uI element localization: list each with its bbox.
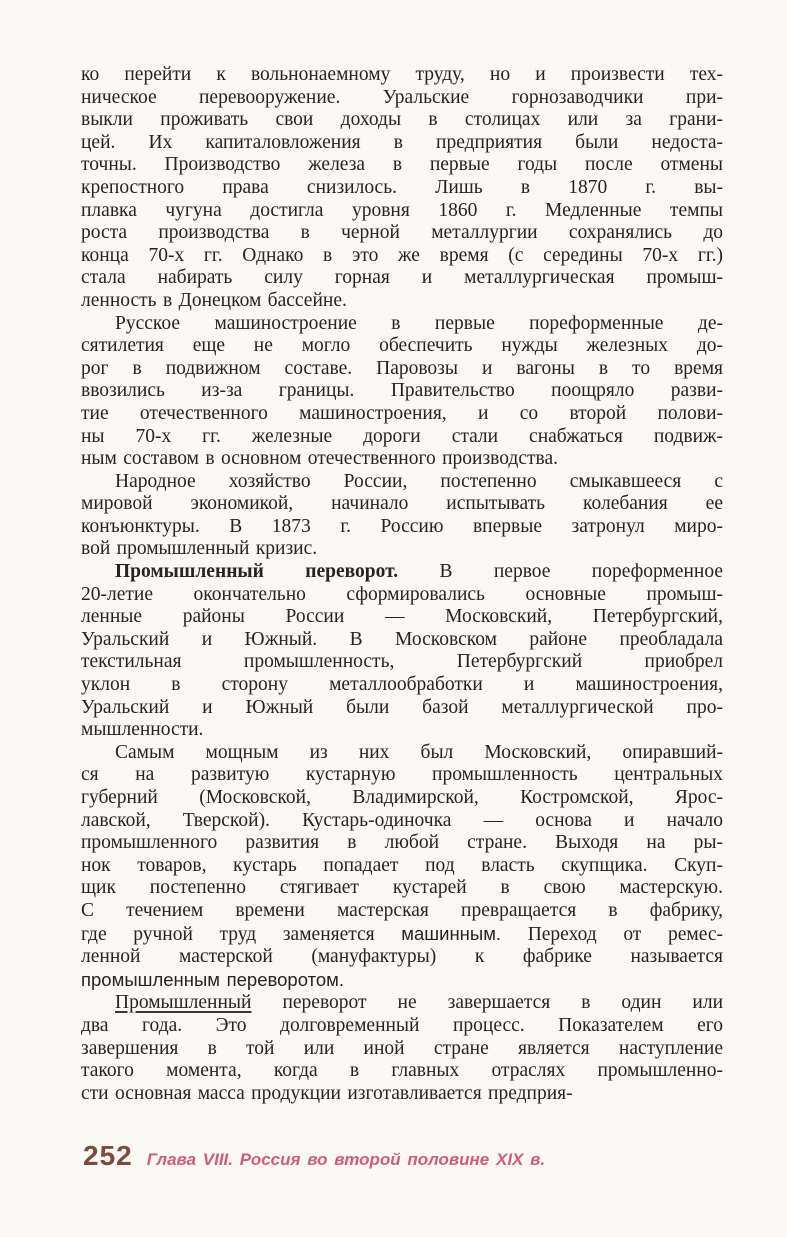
text-segment: роста производства в черной металлургии сохранялись до: [81, 222, 723, 244]
text-line: [81, 719, 723, 742]
text-line: [81, 516, 723, 539]
text-line: [81, 1083, 723, 1106]
text-line: [81, 832, 723, 855]
text-segment: точны. Производство железа в первые годы после отмены: [81, 154, 723, 176]
text-line: [81, 335, 723, 358]
text-line: [81, 674, 723, 697]
text-line: [81, 651, 723, 674]
text-line: [81, 992, 723, 1015]
text-line: [81, 177, 723, 200]
text-line: [81, 64, 723, 87]
text-line: [81, 1060, 723, 1083]
paragraph: [81, 313, 723, 471]
paragraph: [81, 64, 723, 313]
text-line: [81, 629, 723, 652]
text-segment: С течением времени мастерская превращается в фабрику,: [81, 899, 723, 921]
text-line: [81, 154, 723, 177]
text-segment: лавской, Тверской). Кустарь-одиночка — основа и начало: [81, 809, 723, 831]
text-line: [81, 245, 723, 268]
text-line: [81, 969, 723, 993]
emphasized-term: Промышленный переворот.: [115, 561, 399, 583]
text-segment: стала набирать силу горная и металлургическая промыш-: [81, 267, 723, 289]
text-line: [81, 222, 723, 245]
text-line: [81, 923, 723, 947]
text-line: [81, 561, 723, 584]
text-line: [81, 493, 723, 516]
text-line: [81, 471, 723, 494]
text-line: [81, 200, 723, 223]
page-footer: [83, 1140, 723, 1172]
text-line: [81, 900, 723, 923]
text-segment: Уральский и Южный. В Московском районе преобладала: [81, 628, 723, 650]
text-line: [81, 946, 723, 969]
text-segment: ленные районы России — Московский, Петербургский,: [81, 606, 723, 628]
text-segment: ническое перевооружение. Уральские горнозаводчики при-: [81, 86, 723, 108]
text-segment: щик постепенно стягивает кустарей в свою мастерскую.: [81, 877, 723, 899]
text-segment: В первое пореформенное: [398, 561, 723, 583]
text-segment: промышленного развития в любой стране. Выходя на ры-: [81, 832, 723, 854]
text-segment: выкли проживать свои доходы в столицах или за грани-: [81, 109, 723, 131]
text-segment: завершения в той или иной стране является наступление: [81, 1037, 723, 1059]
text-line: [81, 538, 723, 561]
text-segment: конъюнктуры. В 1873 г. Россию впервые затронул миро-: [81, 515, 723, 537]
text-line: [81, 358, 723, 381]
text-segment: мышленности.: [81, 719, 204, 741]
text-segment: цей. Их капиталовложения в предприятия были недоста-: [81, 131, 723, 153]
text-segment: крепостного права снизилось. Лишь в 1870 г. вы-: [81, 176, 723, 198]
text-segment: тие отечественного машиностроения, и со второй полови-: [81, 402, 723, 424]
emphasized-term: промышленным переворотом.: [81, 968, 345, 990]
text-line: [81, 87, 723, 110]
text-segment: губерний (Московской, Владимирской, Костромской, Ярос-: [81, 787, 723, 808]
text-line: [81, 606, 723, 629]
text-line: [81, 742, 723, 765]
text-segment: ным составом в основном отечественного производства.: [81, 448, 559, 470]
text-segment: конца 70-х гг. Однако в это же время (с середины 70-х гг.): [81, 244, 723, 266]
text-line: [81, 290, 723, 313]
text-segment: текстильная промышленность, Петербургский приобрел: [81, 651, 723, 673]
text-line: [81, 448, 723, 471]
text-segment: где ручной труд заменяется: [81, 923, 402, 945]
text-line: [81, 584, 723, 607]
text-line: [81, 764, 723, 787]
text-segment: ленность в Донецком бассейне.: [81, 289, 347, 311]
paragraph: [81, 992, 723, 1105]
text-segment: сятилетия еще не могло обеспечить нужды железных до-: [81, 335, 723, 357]
text-line: [81, 697, 723, 720]
text-segment: вой промышленный кризис.: [81, 538, 318, 560]
text-segment: ленной мастерской (мануфактуры) к фабрике называется: [81, 946, 723, 968]
text-segment: ввозились из-за границы. Правительство поощряло разви-: [81, 380, 723, 402]
text-line: [81, 877, 723, 900]
text-line: [81, 267, 723, 290]
text-line: [81, 313, 723, 336]
text-line: [81, 426, 723, 449]
text-segment: два года. Это долговременный процесс. Показателем его: [81, 1014, 723, 1036]
body-text: [81, 64, 723, 1105]
text-segment: сти основная масса продукции изготавливается предприя-: [81, 1082, 573, 1104]
chapter-title: Глава VIII. Россия во второй половине XIX в.: [146, 1150, 546, 1169]
emphasized-term: Промышленный: [115, 992, 252, 1014]
text-segment: Переход от ремес-: [501, 923, 723, 945]
paragraph: [81, 561, 723, 742]
text-segment: рог в подвижном составе. Паровозы и вагоны в то время: [81, 357, 723, 379]
text-segment: Уральский и Южный были базой металлургической про-: [81, 696, 723, 718]
text-segment: переворот не завершается в один или: [251, 992, 723, 1014]
text-segment: ко перейти к вольнонаемному труду, но и произвести тех-: [81, 64, 723, 85]
paragraph: [81, 742, 723, 993]
text-segment: нок товаров, кустарь попадает под власть скупщика. Скуп-: [81, 854, 723, 876]
emphasized-term: машинным.: [401, 922, 502, 944]
text-segment: ны 70-х гг. железные дороги стали снабжаться подвиж-: [81, 425, 723, 447]
text-line: [81, 1015, 723, 1038]
text-line: [81, 109, 723, 132]
text-segment: 20-летие окончательно сформировались основные промыш-: [81, 583, 723, 605]
text-line: [81, 810, 723, 833]
text-segment: Народное хозяйство России, постепенно смыкавшееся с: [115, 470, 723, 492]
text-segment: уклон в сторону металлообработки и машиностроения,: [81, 674, 723, 696]
text-line: [81, 855, 723, 878]
text-line: [81, 132, 723, 155]
text-segment: мировой экономикой, начинало испытывать колебания ее: [81, 493, 723, 515]
text-segment: Русское машиностроение в первые пореформенные де-: [115, 312, 723, 334]
text-segment: плавка чугуна достигла уровня 1860 г. Медленные темпы: [81, 199, 723, 221]
text-segment: такого момента, когда в главных отраслях промышленно-: [81, 1060, 723, 1082]
page-number: 252: [83, 1140, 133, 1171]
text-segment: Самым мощным из них был Московский, опиравший-: [115, 741, 723, 763]
text-line: [81, 403, 723, 426]
text-line: [81, 787, 723, 810]
paragraph: [81, 471, 723, 561]
text-segment: ся на развитую кустарную промышленность центральных: [81, 764, 723, 786]
text-line: [81, 1038, 723, 1061]
text-line: [81, 380, 723, 403]
